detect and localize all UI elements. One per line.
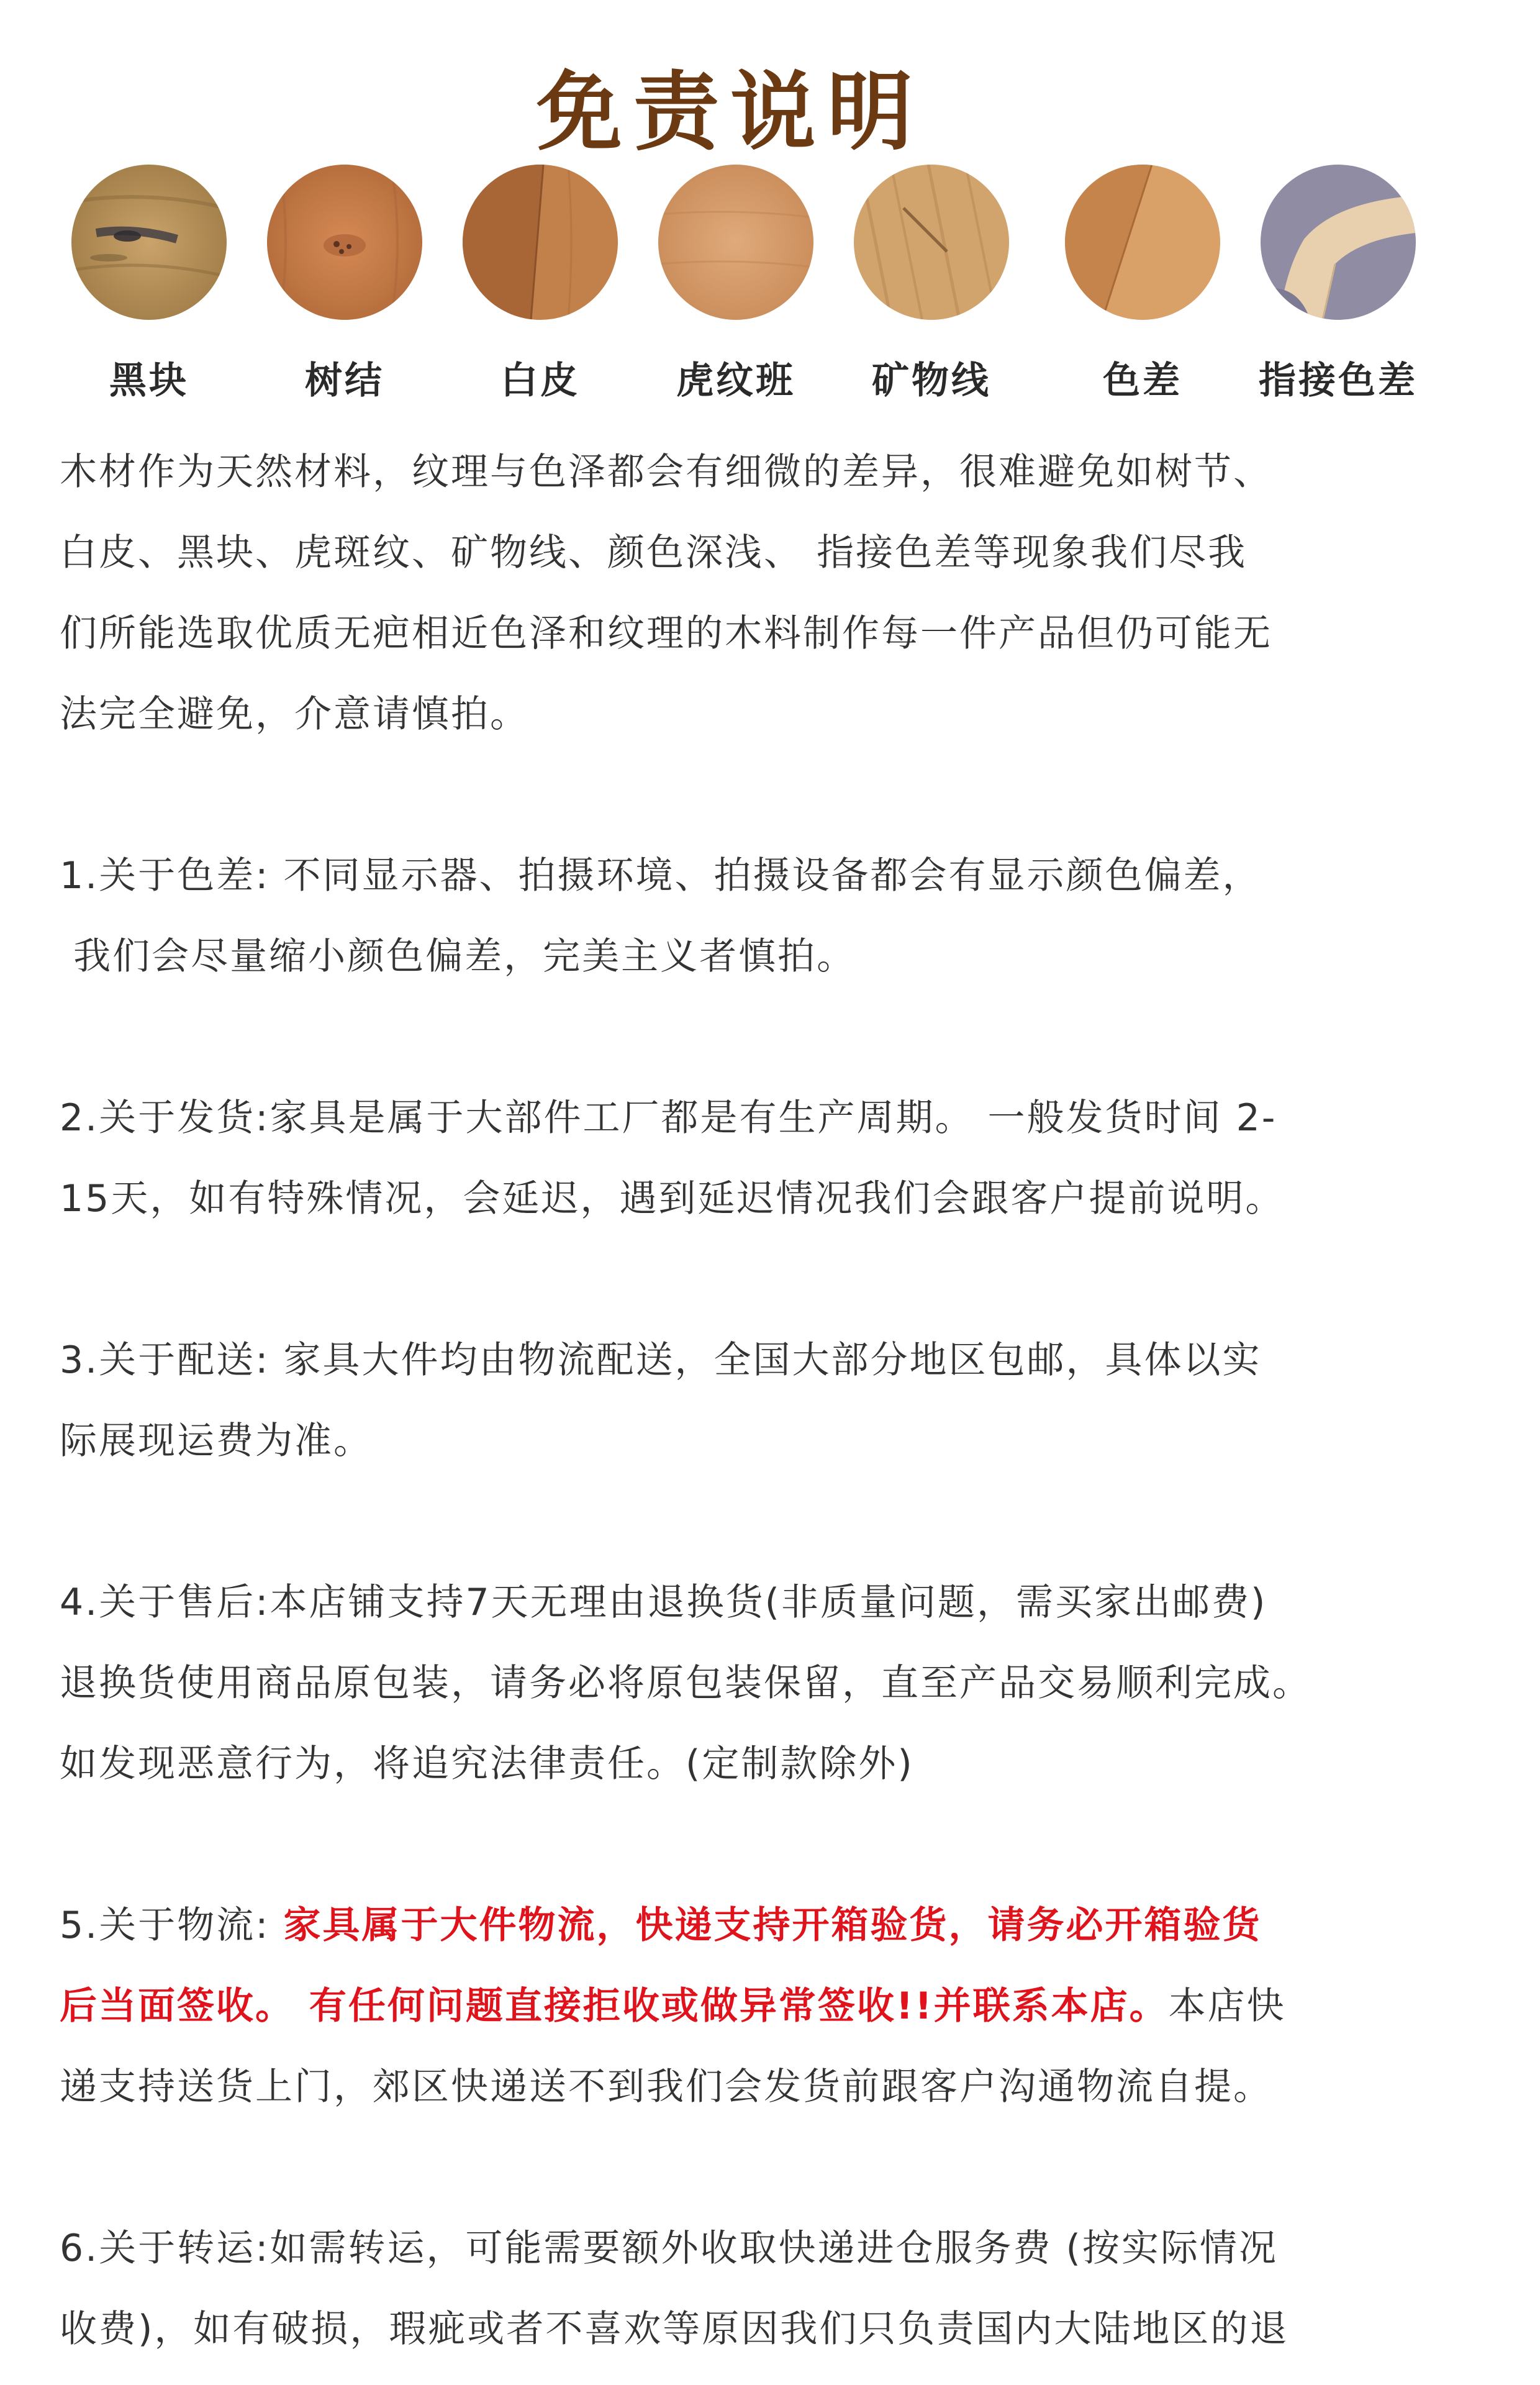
swatch-label: 指接色差 [1259,359,1418,402]
wood-sapwood-icon [463,165,618,320]
transfer-item [60,2208,1488,2369]
intro-paragraph [60,432,1488,755]
swatch-label: 黑块 [109,359,189,402]
text-line [60,1885,1488,1966]
delivery-item [60,1320,1488,1481]
text-line: 木材作为天然材料，纹理与色泽都会有细微的差异，很难避免如树节、 [60,450,1272,494]
swatch-tiger-stripe [636,165,835,404]
swatch-sapwood [441,165,640,404]
text-line: 退换货使用商品原包装，请务必将原包装保留，直至产品交易顺利完成。 [60,1661,1311,1705]
wood-mineral-line-icon [854,165,1009,320]
swatch-mineral-line [832,165,1031,404]
wood-swatch-row [0,165,1540,402]
text-line: 际展现运费为准。 [60,1419,373,1463]
text-line: 法完全避免，介意请慎拍。 [60,693,529,736]
swatch-label: 色差 [1103,359,1182,402]
disclaimer-body [60,432,1488,2369]
text-line: 6.关于转运:如需转运，可能需要额外收取快递进仓服务费 (按实际情况 [60,2227,1278,2270]
swatch-knot [245,165,444,404]
text-line: 收费)，如有破损，瑕疵或者不喜欢等原因我们只负责国内大陆地区的退 [60,2307,1289,2351]
swatch-label: 树结 [305,359,384,402]
page-title: 免责说明 [536,61,924,162]
swatch-label: 白皮 [500,359,580,402]
after-sale-item [60,1562,1488,1804]
wood-finger-joint-icon [1261,165,1416,320]
swatch-finger-joint [1233,165,1444,404]
logistics-suffix: 本店快 [1168,1984,1286,2028]
text-line [60,1966,1488,2047]
logistics-prefix: 5.关于物流: [60,1904,284,1947]
wood-black-spot-icon [71,165,227,320]
text-line: 4.关于售后:本店铺支持7天无理由退换货(非质量问题，需买家出邮费) [60,1581,1267,1624]
text-line: 如发现恶意行为，将追究法律责任。(定制款除外) [60,1742,914,1786]
text-line: 递支持送货上门，郊区快递送不到我们会发货前跟客户沟通物流自提。 [60,2065,1272,2109]
text-line: 白皮、黑块、虎斑纹、矿物线、颜色深浅、 指接色差等现象我们尽我 [60,531,1248,575]
text-line: 3.关于配送: 家具大件均由物流配送，全国大部分地区包邮，具体以实 [60,1338,1262,1382]
text-line: 2.关于发货:家具是属于大部件工厂都是有生产周期。 一般发货时间 2- [60,1096,1277,1140]
text-line: 们所能选取优质无疤相近色泽和纹理的木料制作每一件产品但仍可能无 [60,612,1272,655]
logistics-warning: 家具属于大件物流，快递支持开箱验货，请务必开箱验货 [283,1904,1262,1947]
logistics-warning: 后当面签收。 有任何问题直接拒收或做异常签收!!并联系本店。 [60,1984,1169,2028]
text-line: 1.关于色差: 不同显示器、拍摄环境、拍摄设备都会有显示颜色偏差， [60,854,1262,897]
swatch-label: 虎纹班 [676,359,795,402]
logistics-item [60,1885,1488,2127]
wood-color-diff-icon [1065,165,1220,320]
color-difference-item [60,835,1488,997]
swatch-color-diff [1043,165,1242,404]
shipping-item [60,1078,1488,1239]
text-line: 我们会尽量缩小颜色偏差，完美主义者慎拍。 [60,935,856,978]
wood-knot-icon [267,165,422,320]
swatch-label: 矿物线 [872,359,991,402]
wood-tiger-stripe-icon [658,165,813,320]
swatch-black-spot [50,165,248,404]
text-line: 15天，如有特殊情况，会延迟，遇到延迟情况我们会跟客户提前说明。 [60,1177,1285,1220]
